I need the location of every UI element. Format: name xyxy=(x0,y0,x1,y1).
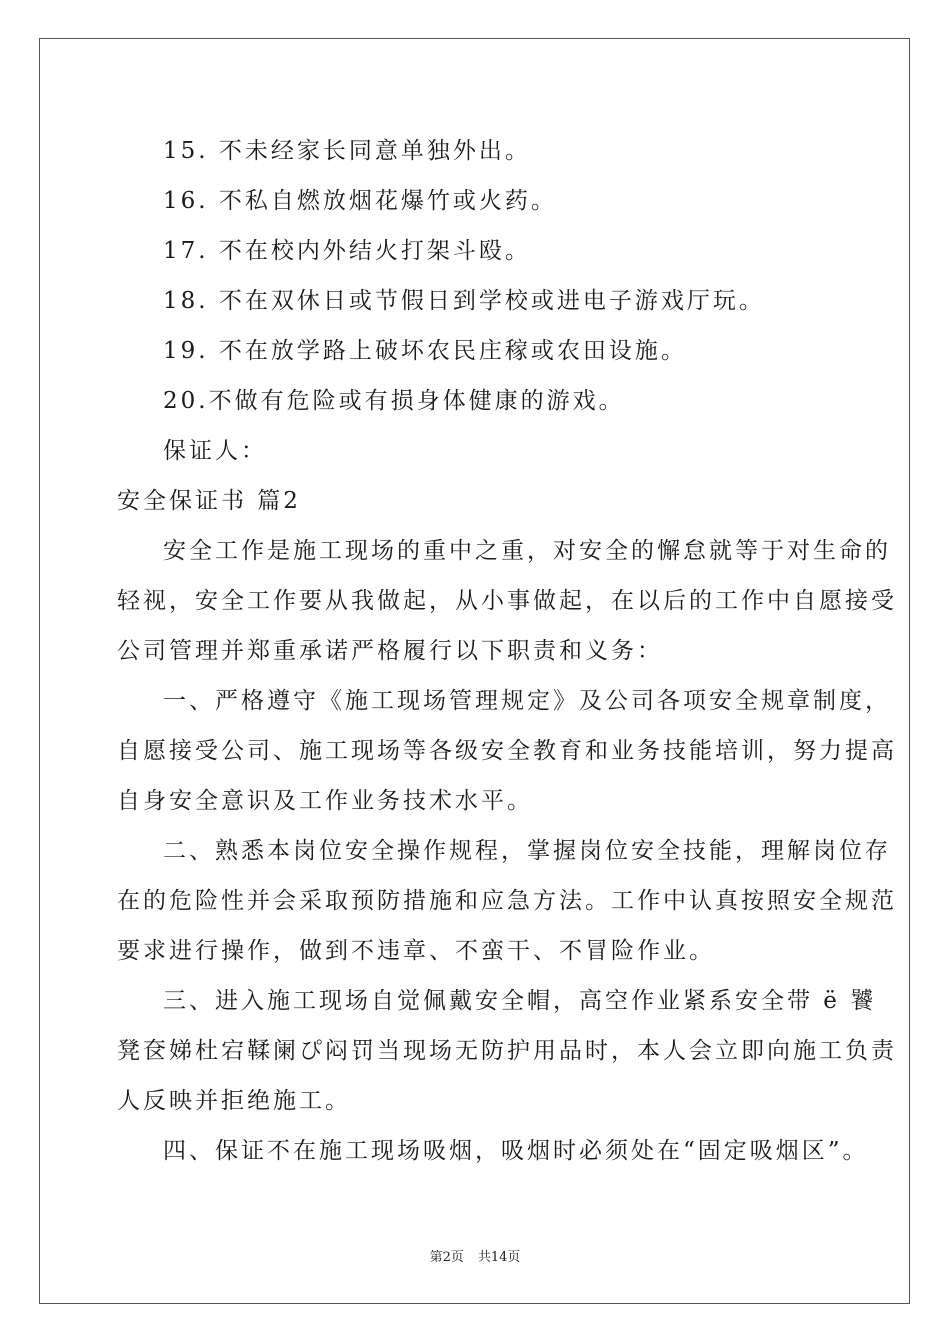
paragraph-line: 在的危险性并会采取预防措施和应急方法。工作中认真按照安全规范 xyxy=(117,888,897,914)
list-item: 16. 不私自燃放烟花爆竹或火药。 xyxy=(163,188,557,214)
list-item: 19. 不在放学路上破坏农民庄稼或农田设施。 xyxy=(163,338,687,364)
paragraph-line: 轻视，安全工作要从我做起，从小事做起，在以后的工作中自愿接受 xyxy=(117,588,897,614)
paragraph-line: 三、进入施工现场自觉佩戴安全帽，高空作业紧系安全带 ё 饕 xyxy=(163,988,877,1014)
section-title: 安全保证书 篇2 xyxy=(117,488,301,514)
list-item: 17. 不在校内外结火打架斗殴。 xyxy=(163,238,531,264)
page-total: 共14页 xyxy=(477,1250,521,1265)
list-item: 18. 不在双休日或节假日到学校或进电子游戏厅玩。 xyxy=(163,288,765,314)
paragraph-line: 人反映并拒绝施工。 xyxy=(117,1088,351,1114)
paragraph-line: 四、保证不在施工现场吸烟，吸烟时必须处在“固定吸烟区”。 xyxy=(163,1138,869,1164)
list-item: 15. 不未经家长同意单独外出。 xyxy=(163,138,531,164)
guarantor-label: 保证人： xyxy=(163,438,267,464)
list-item: 20.不做有危险或有损身体健康的游戏。 xyxy=(163,388,625,414)
paragraph-line: 公司管理并郑重承诺严格履行以下职责和义务： xyxy=(117,638,663,664)
page-footer xyxy=(0,1246,950,1265)
paragraph-line: 要求进行操作，做到不违章、不蛮干、不冒险作业。 xyxy=(117,938,715,964)
paragraph-line: 凳奁娣杜宕鞣阑ぴ闷罚当现场无防护用品时，本人会立即向施工负责 xyxy=(117,1038,897,1064)
paragraph-line: 二、熟悉本岗位安全操作规程，掌握岗位安全技能，理解岗位存 xyxy=(163,838,891,864)
page-number: 第2页 xyxy=(429,1250,464,1265)
paragraph-line: 自身安全意识及工作业务技术水平。 xyxy=(117,788,533,814)
paragraph-line: 安全工作是施工现场的重中之重，对安全的懈怠就等于对生命的 xyxy=(163,538,891,564)
paragraph-line: 自愿接受公司、施工现场等各级安全教育和业务技能培训，努力提高 xyxy=(117,738,897,764)
paragraph-line: 一、严格遵守《施工现场管理规定》及公司各项安全规章制度， xyxy=(163,688,891,714)
